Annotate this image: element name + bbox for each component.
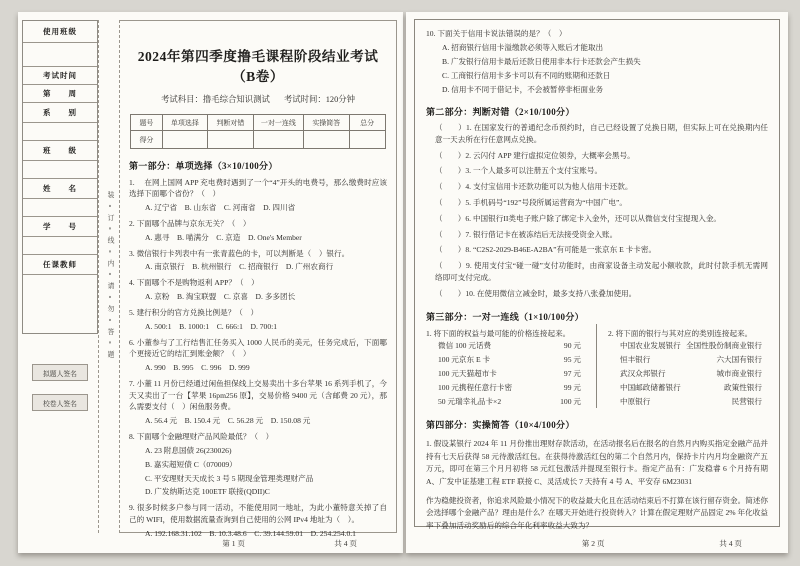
true-false-item: （ ）4. 支付宝信用卡还款功能可以为他人信用卡还款。: [435, 182, 633, 192]
question-option: C. 平安理财天天成长 3 号 5 期现金管理类理财产品: [145, 473, 314, 483]
info-cell-blank: [23, 161, 97, 179]
score-row-label: 得分: [131, 131, 162, 149]
score-header-choice: 单项选择: [162, 115, 208, 131]
question-text: 8. 下面哪个金融理财产品风险最低？（ ）: [129, 431, 274, 441]
student-info-panel: [22, 20, 98, 533]
question-options: A. 南京银行 B. 杭州银行 C. 招商银行 D. 广州农商行: [145, 262, 334, 272]
score-table: [130, 114, 385, 149]
match-right: 90 元: [563, 341, 581, 351]
info-cell-class-used: 使用班级: [23, 21, 97, 43]
question-options: A. 京粉 B. 淘宝联盟 C. 京喜 D. 多多团长: [145, 292, 296, 302]
info-cell-teacher: 任课教师: [23, 255, 97, 275]
proofreader-signature-label: 校卷人签名: [32, 394, 88, 411]
score-header-match: 一对一连线: [253, 115, 303, 131]
question-text: 2. 下面哪个品牌与京东无关？（ ）: [129, 218, 251, 228]
score-cell: [208, 131, 254, 149]
page1-main-area: [120, 20, 397, 538]
info-cell-name: 姓 名: [23, 179, 97, 199]
match-right: 全国性股份制商业银行: [686, 341, 762, 351]
true-false-item: （ ）2. 云闪付 APP 建行虚拟定位领券，大概率会黑号。: [435, 150, 635, 160]
match-right: 95 元: [563, 355, 581, 365]
question-options: A. 56.4 元 B. 150.4 元 C. 56.28 元 D. 150.08 元: [145, 415, 311, 425]
match-right: 97 元: [563, 369, 581, 378]
match-left: 50 元瑞幸礼品卡×2: [438, 396, 502, 406]
match-left: 100 元天猫超市卡: [438, 369, 497, 378]
question-option: D. 信用卡不同于借记卡，不会被暂停非柜面业务: [442, 84, 604, 94]
question-text: 9. 很多时候多户参与同一活动，不能使用同一地址，为此小董特意关掉了自己的 WIFI，使用数据流量查询到自己使用的公网 IPv4 地址为（ ）。: [129, 503, 387, 524]
part4-heading: 第四部分：实操简答（10×4/100分）: [426, 420, 575, 431]
match-row: [608, 367, 768, 381]
question-options: A. 惠寻 B. 喵满分 C. 京造 D. One's Member: [145, 232, 302, 242]
examiner-signature-label: 拟题人签名: [32, 364, 88, 381]
true-false-item: （ ）3. 一个人最多可以注册五个支付宝账号。: [435, 166, 603, 176]
binding-line-text: 装∘订∘线∘内∘请∘勿∘答∘题: [106, 191, 113, 362]
exam-page-2: [406, 12, 788, 553]
question-options: A. 辽宁省 B. 山东省 C. 河南省 D. 四川省: [145, 202, 296, 212]
match-right: 城市商业银行: [716, 369, 762, 378]
match-left: 100 元京东 E 卡: [438, 355, 491, 365]
page-number: 第 2 页: [581, 539, 605, 548]
match-left: 微信 100 元话费: [438, 341, 492, 351]
page-total-count: 共 4 页: [334, 539, 357, 548]
matching-column-rights-prices: [426, 324, 597, 408]
question-option: A. 招商银行信用卡溢缴款必须等入账后才能取出: [442, 42, 604, 52]
true-false-item: （ ）10. 在使用微信立减金时，最多支持八张叠加使用。: [435, 289, 637, 299]
question-option: B. 广发银行信用卡最后还款日使用非本行卡还款会产生损失: [442, 56, 641, 66]
match-row: [426, 395, 587, 409]
question-text: 1. 在网上国网 APP 充电费时遇到了一个“4”开头的电费号，那么缴费时应该选择下面哪个省份？（ ）: [129, 177, 387, 198]
match-row: [426, 339, 587, 353]
score-header-short: 实操简答: [304, 115, 350, 131]
true-false-item: （ ）6. 中国银行II类电子账户除了绑定卡入金外，还可以从微信支付宝提现入金。: [435, 213, 722, 223]
match-left: 中国农业发展银行: [620, 341, 681, 351]
matching-title: 2. 将下面的银行与其对应的类别连接起来。: [608, 329, 753, 339]
score-header-total: 总分: [349, 115, 385, 131]
match-right: 政策性银行: [724, 382, 762, 392]
match-row: [608, 339, 768, 353]
match-right: 六大国有银行: [716, 355, 762, 365]
page-number: 第 1 页: [222, 539, 245, 548]
question-options: A. 192.168.31.102 B. 10.3.48.6 C. 39.144.59.01 D. 254.254.0.1: [145, 528, 356, 538]
match-row: [426, 353, 587, 367]
exam-subject: 考试科目：撸毛综合知识测试: [160, 95, 270, 104]
match-left: 100 元携程任意行卡密: [438, 382, 513, 392]
exam-subtitle: [129, 93, 387, 105]
matching-column-banks-categories: [597, 324, 768, 408]
part1-heading: 第一部分：单项选择（3×10/100分）: [129, 161, 278, 171]
info-cell-blank: [23, 199, 97, 217]
score-cell: [253, 131, 303, 149]
exam-duration: 考试时间：120分钟: [283, 95, 356, 104]
question-text: 10. 下面关于信用卡说法错误的是？（ ）: [426, 29, 567, 38]
part2-heading: 第二部分：判断对错（2×10/100分）: [426, 107, 575, 118]
match-right: 民营银行: [731, 396, 762, 406]
info-cell-blank: [23, 237, 97, 255]
match-right: 100 元: [560, 396, 581, 406]
page2-footer: [406, 538, 788, 549]
question-option: C. 工商银行信用卡多卡可以有不同的账期和还款日: [442, 70, 611, 80]
info-cell-blank: [23, 275, 97, 333]
score-header-tf: 判断对错: [208, 115, 254, 131]
score-cell: [162, 131, 208, 149]
true-false-item: （ ）9. 使用支付宝“碰一碰”支付功能时，由商家设备主动发起小额收款，此时付款手机无需网络即可支付完成。: [435, 261, 768, 283]
question-text: 6. 小董参与了工行结售汇任务买入 1000 人民币的美元，任务完成后，下面哪个更接近它的结汇到账金额？（ ）: [129, 337, 387, 359]
question-text: 5. 建行积分的官方兑换比例是？（ ）: [129, 308, 259, 318]
true-false-item: （ ）5. 手机码号“192”号段所属运营商为“中国广电”。: [435, 198, 627, 208]
match-left: 中国邮政储蓄银行: [620, 382, 681, 392]
match-row: [426, 367, 587, 381]
match-row: [426, 381, 587, 395]
matching-section: [426, 324, 768, 408]
info-cell-week: 第 周: [23, 85, 97, 103]
question-option: B. 嘉实超短债 C（070009）: [145, 459, 237, 469]
question-text: 7. 小董 11 月份已经通过闲鱼担保线上交易卖出十多台苹果 16 系列手机了，今天又卖出了一台【苹果 16pm256 原】，交易价格 9400 元（含邮费 20 元），那么需要支付（ ）闲鱼服务费。: [129, 379, 387, 411]
practical-question-paragraph: 1. 假设某银行 2024 年 11 月份推出理财存款活动，在活动报名后在报名的自然月内购买指定金融产品并持有七天后获得 58 元待激活红包。在获得待激活红包的第二个自然月内，保持卡片内月均金融资产五万元，即可在第三个月月初将 58 元红包激活并提现至银行卡。指定产品有：广发稳睿 6 个月持有期 A、广发中证基建工程 ETF 联接 C、灵活成长 7 天持有 4 号 A、平安存 6M23031: [426, 439, 768, 486]
part3-heading: 第三部分：一对一连线（1×10/100分）: [426, 312, 584, 323]
exam-title: 2024年第四季度撸毛课程阶段结业考试（B卷）: [137, 49, 379, 84]
page-total-count: 共 4 页: [719, 539, 742, 548]
binding-margin: [98, 20, 120, 533]
match-left: 中原银行: [620, 396, 651, 406]
match-row: [608, 395, 768, 409]
page2-main-area: [414, 19, 780, 530]
match-left: 武汉众邦银行: [620, 369, 666, 378]
matching-title: 1. 将下面的权益与最可能的价格连接起来。: [426, 329, 571, 339]
info-cell-class: 班 级: [23, 141, 97, 161]
match-right: 99 元: [563, 382, 581, 392]
score-cell: [304, 131, 350, 149]
practical-question-paragraph: 作为稳健投资者，你追求风险最小情况下的收益最大化且在活动结束后不打算在该行留存资金。简述你会选择哪个金融产品？理由是什么？在哪天开始进行投资转入？计算在假定理财产品固定 2% 年化收益率下叠加活动奖励后的综合年化利率收益大致为？: [426, 496, 768, 530]
true-false-item: （ ）8. “C2S2-2029-B46E-A2BA”有可能是一张京东 E 卡卡密。: [435, 245, 657, 255]
match-left: 恒丰银行: [620, 355, 651, 365]
true-false-item: （ ）7. 银行借记卡在被冻结后无法接受资金入账。: [435, 229, 618, 239]
info-cell-department: 系 别: [23, 103, 97, 123]
question-option: A. 23 附息国债 26(230026): [145, 445, 232, 455]
exam-page-1: [18, 12, 403, 553]
info-cell-exam-time: 考试时间: [23, 67, 97, 85]
score-cell: [349, 131, 385, 149]
question-text: 4. 下面哪个不是购物返利 APP？（ ）: [129, 278, 259, 288]
question-options: A. 500:1 B. 1000:1 C. 666:1 D. 700:1: [145, 322, 278, 332]
info-cell-blank: [23, 43, 97, 67]
question-option: D. 广发纳斯达克 100ETF 联接(QDII)C: [145, 487, 270, 497]
info-cell-blank: [23, 123, 97, 141]
question-options: A. 990 B. 995 C. 996 D. 999: [145, 363, 250, 373]
info-cell-student-id: 学 号: [23, 217, 97, 237]
match-row: [608, 353, 768, 367]
score-header-qno: 题号: [131, 115, 162, 131]
match-row: [608, 381, 768, 395]
question-text: 3. 微信银行卡列表中有一张青蓝色的卡，可以判断是（ ）银行。: [129, 248, 350, 258]
true-false-item: （ ）1. 在国家发行的普通纪念币预约时，自己已经设置了兑换日期，但实际上可在兑换期内任意一天去所在行任意网点兑换。: [435, 122, 768, 144]
page1-footer: [18, 538, 403, 549]
